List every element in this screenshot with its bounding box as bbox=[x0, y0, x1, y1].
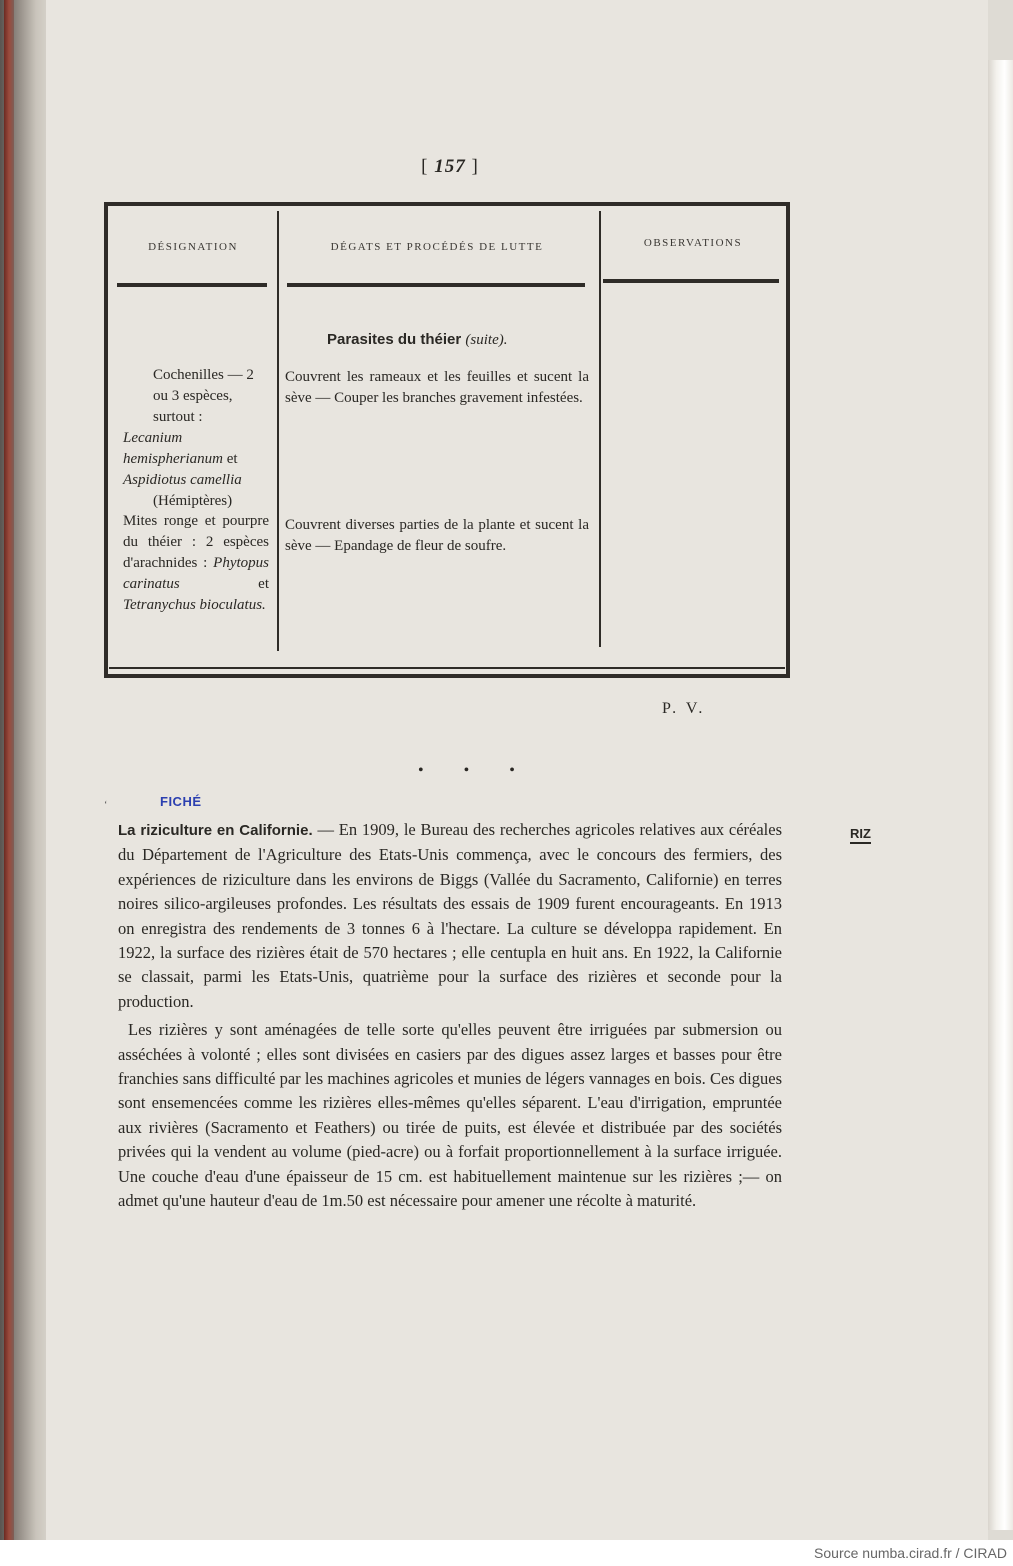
table-cell-designation: Cochenilles — 2 ou 3 espèces, surtout : Lecanium hemispherianum et Aspidiotus camellia (Hémiptères) bbox=[123, 367, 254, 509]
pest-table bbox=[104, 202, 790, 678]
left-page-edge bbox=[0, 0, 48, 1540]
header-designation: DÉSIGNATION bbox=[148, 241, 238, 253]
header-rule bbox=[117, 283, 267, 287]
header-degats: DÉGATS ET PROCÉDÉS DE LUTTE bbox=[330, 241, 544, 253]
margin-tag: RIZ bbox=[850, 826, 871, 844]
header-rule bbox=[287, 283, 585, 287]
column-divider bbox=[277, 211, 279, 651]
fiche-stamp: FICHÉ bbox=[160, 794, 202, 809]
table-cell-designation: Mites ronge et pourpre du théier : 2 espèces d'arachnides : Phytopus carinatus et Tetranychus bioculatus. bbox=[123, 513, 269, 613]
author-initials: P. V. bbox=[662, 700, 706, 717]
article-paragraph: La riziculture en Californie. — En 1909, le Bureau des recherches agricoles relatives aux céréales du Département de l'Agriculture des Etats-Unis commença, avec le concours des fermiers, des expériences de riziculture dans les environs de Biggs (Vallée du Sacramento, Californie) en terres noires silico-argileuses profondes. Les résultats des essais de 1909 furent encourageants. En 1913 on enregistra des rendements de 3 tonnes 6 à l'hectare. La culture se développa rapidement. En 1922, la surface des rizières était de 570 hectares ; elle centupla en huit ans. En 1922, la Californie se classait, parmi les Etats-Unis, quatrième pour la surface des rizières et seconde pour la production. bbox=[118, 820, 783, 1011]
column-divider bbox=[599, 211, 601, 647]
article-body bbox=[118, 818, 782, 1218]
section-separator: • • • bbox=[418, 762, 533, 779]
page-number-value: 157 bbox=[434, 156, 466, 177]
footer bbox=[0, 1540, 1013, 1566]
margin-mark: ʻ bbox=[104, 800, 108, 811]
section-title: Parasites du théier (suite). bbox=[327, 331, 508, 348]
right-page-stack bbox=[985, 60, 1013, 1530]
book-cover-edge bbox=[4, 0, 14, 1540]
article-paragraph: Les rizières y sont aménagées de telle sorte qu'elles peuvent être irriguées par submersion ou asséchées à volonté ; elles sont divisées en casiers par des digues assez larges et basses pour être franchies sans difficulté par les machines agricoles et munies de légers vannages en bois. Ces digues sont ensemencées comme les rizières elles-mêmes qu'elles séparent. L'eau d'irrigation, empruntée aux rivières (Sacramento et Feathers) ou tirée de puits, est élevée et distribuée par des sociétés privées qui la vendent au volume (pied-acre) ou à forfait proportionnellement à la surface irriguée. Une couche d'eau d'une épaisseur de 15 cm. est habituellement maintenue sur les rizières ;— on admet qu'une hauteur d'eau de 1m.50 est nécessaire pour amener une récolte à maturité. bbox=[118, 1020, 782, 1211]
page-number: [ 157 ] bbox=[421, 156, 479, 177]
header-rule bbox=[603, 279, 779, 283]
article-title: La riziculture en Californie. bbox=[118, 822, 313, 839]
table-cell-degats: Couvrent diverses parties de la plante et sucent la sève — Epandage de fleur de soufre. bbox=[285, 517, 589, 554]
header-observations: OBSERVATIONS bbox=[643, 237, 743, 249]
source-credit: Source numba.cirad.fr / CIRAD bbox=[814, 1545, 1007, 1561]
table-cell-degats: Couvrent les rameaux et les feuilles et sucent la sève — Couper les branches gravement infestées. bbox=[285, 369, 589, 406]
